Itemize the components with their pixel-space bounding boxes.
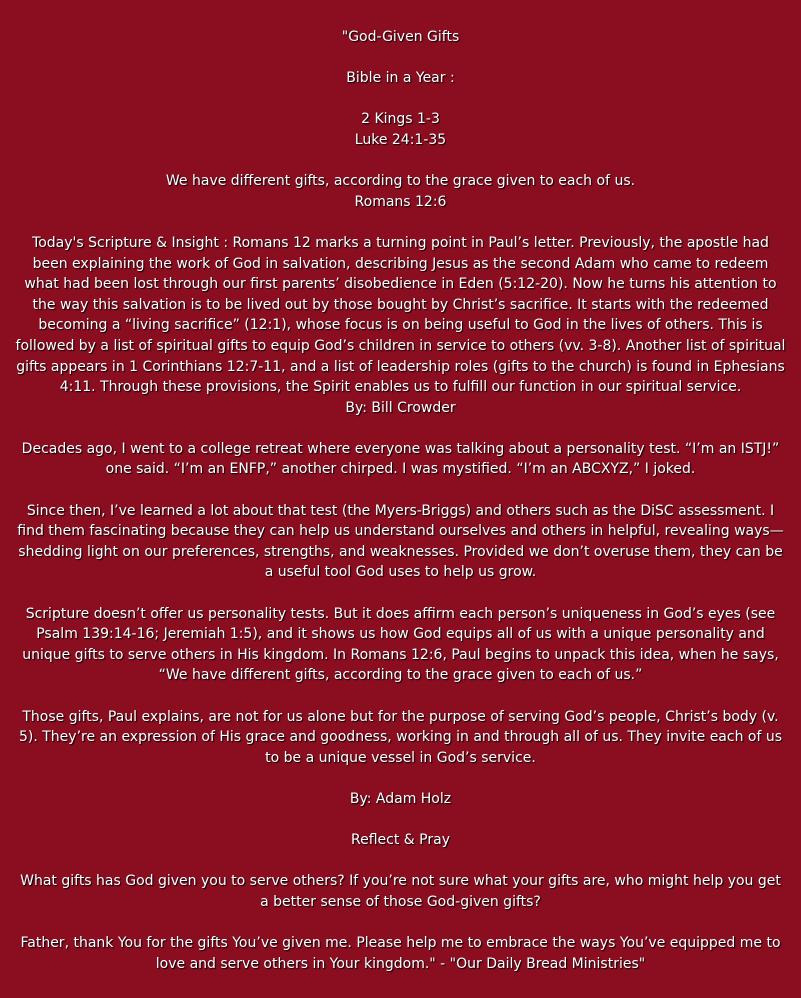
body-paragraph: Scripture doesn’t offer us personality tests. But it does affirm each person’s uniqueness in God’s eyes (see Psalm 139:14-16; Jeremiah 1:5), and it shows us how God equips all of us with a unique personality and unique gifts to serve others in His kingdom. In Romans 12:6, Paul begins to unpack this idea, when he says, “We have different gifts, according to the grace given to each of us.”: [22, 605, 779, 684]
body-paragraph: Decades ago, I went to a college retreat where everyone was talking about a personality test. “I’m an ISTJ!” one said. “I’m an ENFP,” another chirped. I was mystified. “I’m an ABCXYZ,” I joked.: [21, 440, 780, 478]
reflect-pray-heading: Reflect & Pray: [351, 832, 450, 849]
body-paragraph: Those gifts, Paul explains, are not for us alone but for the purpose of serving God’s people, Christ’s body (v. 5). They’re an expression of His grace and goodness, working in and through all of us. They invite each of us to be a unique vessel in God’s service.: [18, 708, 783, 766]
body-paragraph: Since then, I’ve learned a lot about that test (the Myers-Briggs) and others such as the DiSC assessment. I find them fascinating because they can help us understand ourselves and others in helpful, revealing ways—shedding light on our preferences, strengths, and weaknesses. Provided we don’t overuse them, they can be a useful tool God uses to help us grow.: [17, 502, 784, 581]
key-verse-text: We have different gifts, according to the grace given to each of us.: [165, 173, 636, 190]
devotional-title: "God-Given Gifts: [341, 29, 460, 45]
closing-prayer: Father, thank You for the gifts You’ve given me. Please help me to embrace the ways You’ve equipped me to love and serve others in Your kingdom." - "Our Daily Bread Ministries": [20, 935, 781, 972]
reflect-question: What gifts has God given you to serve others? If you’re not sure what your gifts are, who might help you get a better sense of those God-given gifts?: [20, 873, 781, 910]
reading-kings: 2 Kings 1-3: [361, 111, 440, 128]
reading-luke: Luke 24:1-35: [354, 131, 447, 148]
key-verse-reference: Romans 12:6: [354, 193, 447, 210]
bible-in-a-year-heading: Bible in a Year :: [346, 70, 455, 87]
insight-author: By: Bill Crowder: [345, 399, 456, 416]
scripture-insight-paragraph: Today's Scripture & Insight : Romans 12 marks a turning point in Paul’s letter. Previously, the apostle had been explaining the work of God in salvation, describing Jesus as the second Adam who came to redeem what had been lost through our first parents’ disobedience in Eden (5:12-20). Now he turns his attention to the way this salvation is to be lived out by those bought by Christ’s sacrifice. It starts with the redeemed becoming a “living sacrifice” (12:1), whose focus is on being useful to God in the lives of others. This is followed by a list of spiritual gifts to equip God’s children in service to others (vv. 3-8). Another list of spiritual gifts appears in 1 Corinthians 12:7-11, and a list of leadership roles (gifts to the church) is found in Ephesians 4:11. Through these provisions, the Spirit enables us to fulfill our function in our spiritual service.: [15, 234, 786, 396]
devotional-author: By: Adam Holz: [349, 790, 452, 807]
